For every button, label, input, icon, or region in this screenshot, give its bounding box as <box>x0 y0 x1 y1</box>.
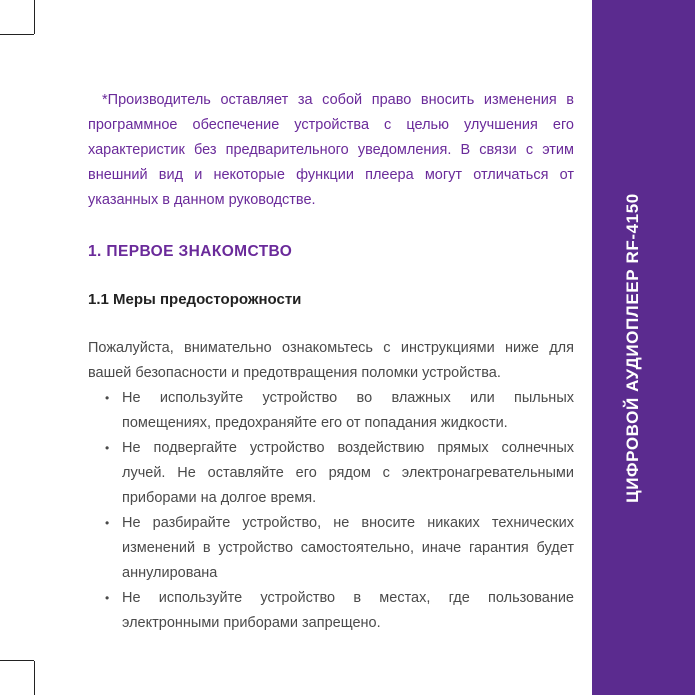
list-item <box>105 386 574 436</box>
crop-mark-top-left-horizontal <box>0 34 34 35</box>
list-item-text: Не используйте устройство в местах, где пользование электронными приборами запрещено. <box>122 590 574 631</box>
list-item <box>105 436 574 511</box>
page-content <box>88 88 574 636</box>
side-tab-title: ЦИФРОВОЙ АУДИОПЛЕЕР RF-4150 <box>623 193 642 503</box>
side-tab <box>592 0 695 695</box>
bullet-icon: • <box>105 516 110 530</box>
crop-mark-top-left-vertical <box>34 0 35 34</box>
section-heading: 1. ПЕРВОЕ ЗНАКОМСТВО <box>88 243 293 260</box>
bullet-icon: • <box>105 591 110 605</box>
crop-mark-bottom-left-vertical <box>34 661 35 695</box>
list-item <box>105 586 574 636</box>
intro-paragraph: Пожалуйста, внимательно ознакомьтесь с инструкциями ниже для вашей безопасности и предотвращения поломки устройства. <box>88 340 574 381</box>
subsection-heading: 1.1 Меры предосторожности <box>88 291 302 308</box>
precautions-list <box>88 386 574 636</box>
bullet-icon: • <box>105 391 110 405</box>
manufacturer-notice: *Производитель оставляет за собой право вносить изменения в программное обеспечение устройства с целью улучшения его характеристик без предварительного уведомления. В связи с этим внешний вид и некоторые функции плеера могут отличаться от указанных в данном руководстве. <box>88 92 574 208</box>
bullet-icon: • <box>105 441 110 455</box>
list-item-text: Не разбирайте устройство, не вносите никаких технических изменений в устройство самостоятельно, иначе гарантия будет аннулирована <box>122 515 574 581</box>
list-item-text: Не подвергайте устройство воздействию прямых солнечных лучей. Не оставляйте его рядом с электронагревательными приборами на долгое время. <box>122 440 574 506</box>
crop-mark-bottom-left-horizontal <box>0 660 34 661</box>
list-item-text: Не используйте устройство во влажных или пыльных помещениях, предохраняйте его от попадания жидкости. <box>122 390 574 431</box>
list-item <box>105 511 574 586</box>
